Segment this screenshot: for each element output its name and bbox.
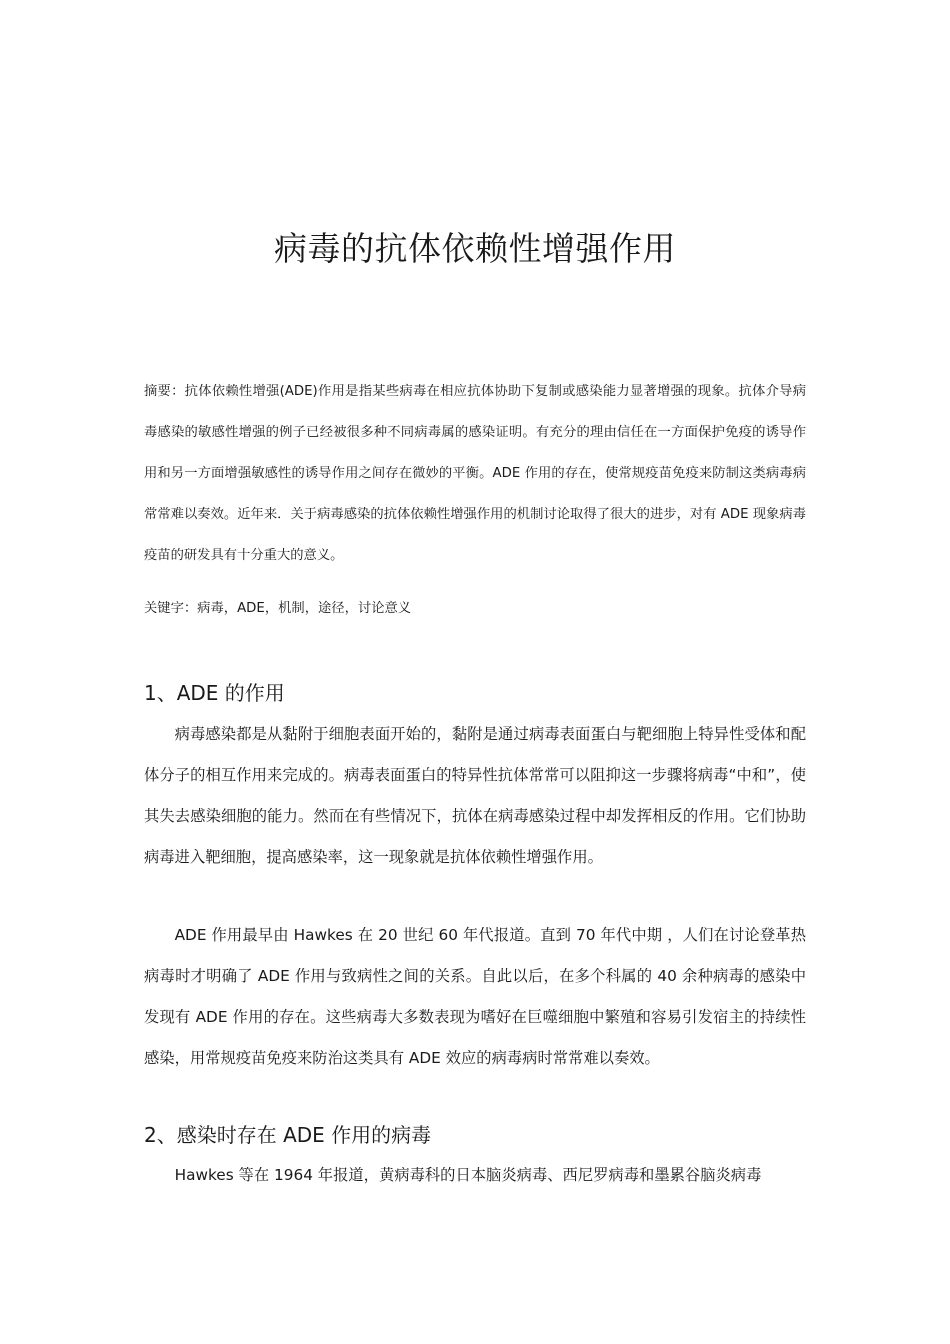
document-title: 病毒的抗体依赖性增强作用 <box>274 229 676 268</box>
section-heading-2: 2、感染时存在 ADE 作用的病毒 <box>144 1123 432 1147</box>
abstract: 摘要：抗体依赖性增强(ADE)作用是指某些病毒在相应抗体协助下复制或感染能力显著增强的现象。抗体介导病毒感染的敏感性增强的例子已经被很多种不同病毒属的感染证明。有充分的理由信任在一方面保护免疫的诱导作用和另一方面增强敏感性的诱导作用之间存在微妙的平衡。ADE 作用的存在，使常规疫苗免疫来防制这类病毒病常常难以奏效。近年来．关于病毒感染的抗体依赖性增强作用的机制讨论取得了很大的进步，对有 ADE 现象病毒疫苗的研发具有十分重大的意义。 <box>144 384 806 563</box>
section-2-paragraph-1: Hawkes 等在 1964 年报道，黄病毒科的日本脑炎病毒、西尼罗病毒和墨累谷脑炎病毒 <box>174 1166 762 1184</box>
section-heading-1: 1、ADE 的作用 <box>144 681 285 705</box>
section-1-paragraph-1: 病毒感染都是从黏附于细胞表面开始的，黏附是通过病毒表面蛋白与靶细胞上特异性受体和配体分子的相互作用来完成的。病毒表面蛋白的特异性抗体常常可以阻抑这一步骤将病毒“中和”，使其失去感染细胞的能力。然而在有些情况下，抗体在病毒感染过程中却发挥相反的作用。它们协助病毒进入靶细胞，提高感染率，这一现象就是抗体依赖性增强作用。 <box>144 725 806 866</box>
section-1-paragraph-2: ADE 作用最早由 Hawkes 在 20 世纪 60 年代报道。直到 70 年代中期 ，人们在讨论登革热病毒时才明确了 ADE 作用与致病性之间的关系。自此以后，在多个科属的 40 余种病毒的感染中发现有 ADE 作用的存在。这些病毒大多数表现为嗜好在巨噬细胞中繁殖和容易引发宿主的持续性感染，用常规疫苗免疫来防治这类具有 ADE 效应的病毒病时常常难以奏效。 <box>144 926 806 1067</box>
keywords: 关键字：病毒，ADE，机制，途径，讨论意义 <box>144 601 412 616</box>
